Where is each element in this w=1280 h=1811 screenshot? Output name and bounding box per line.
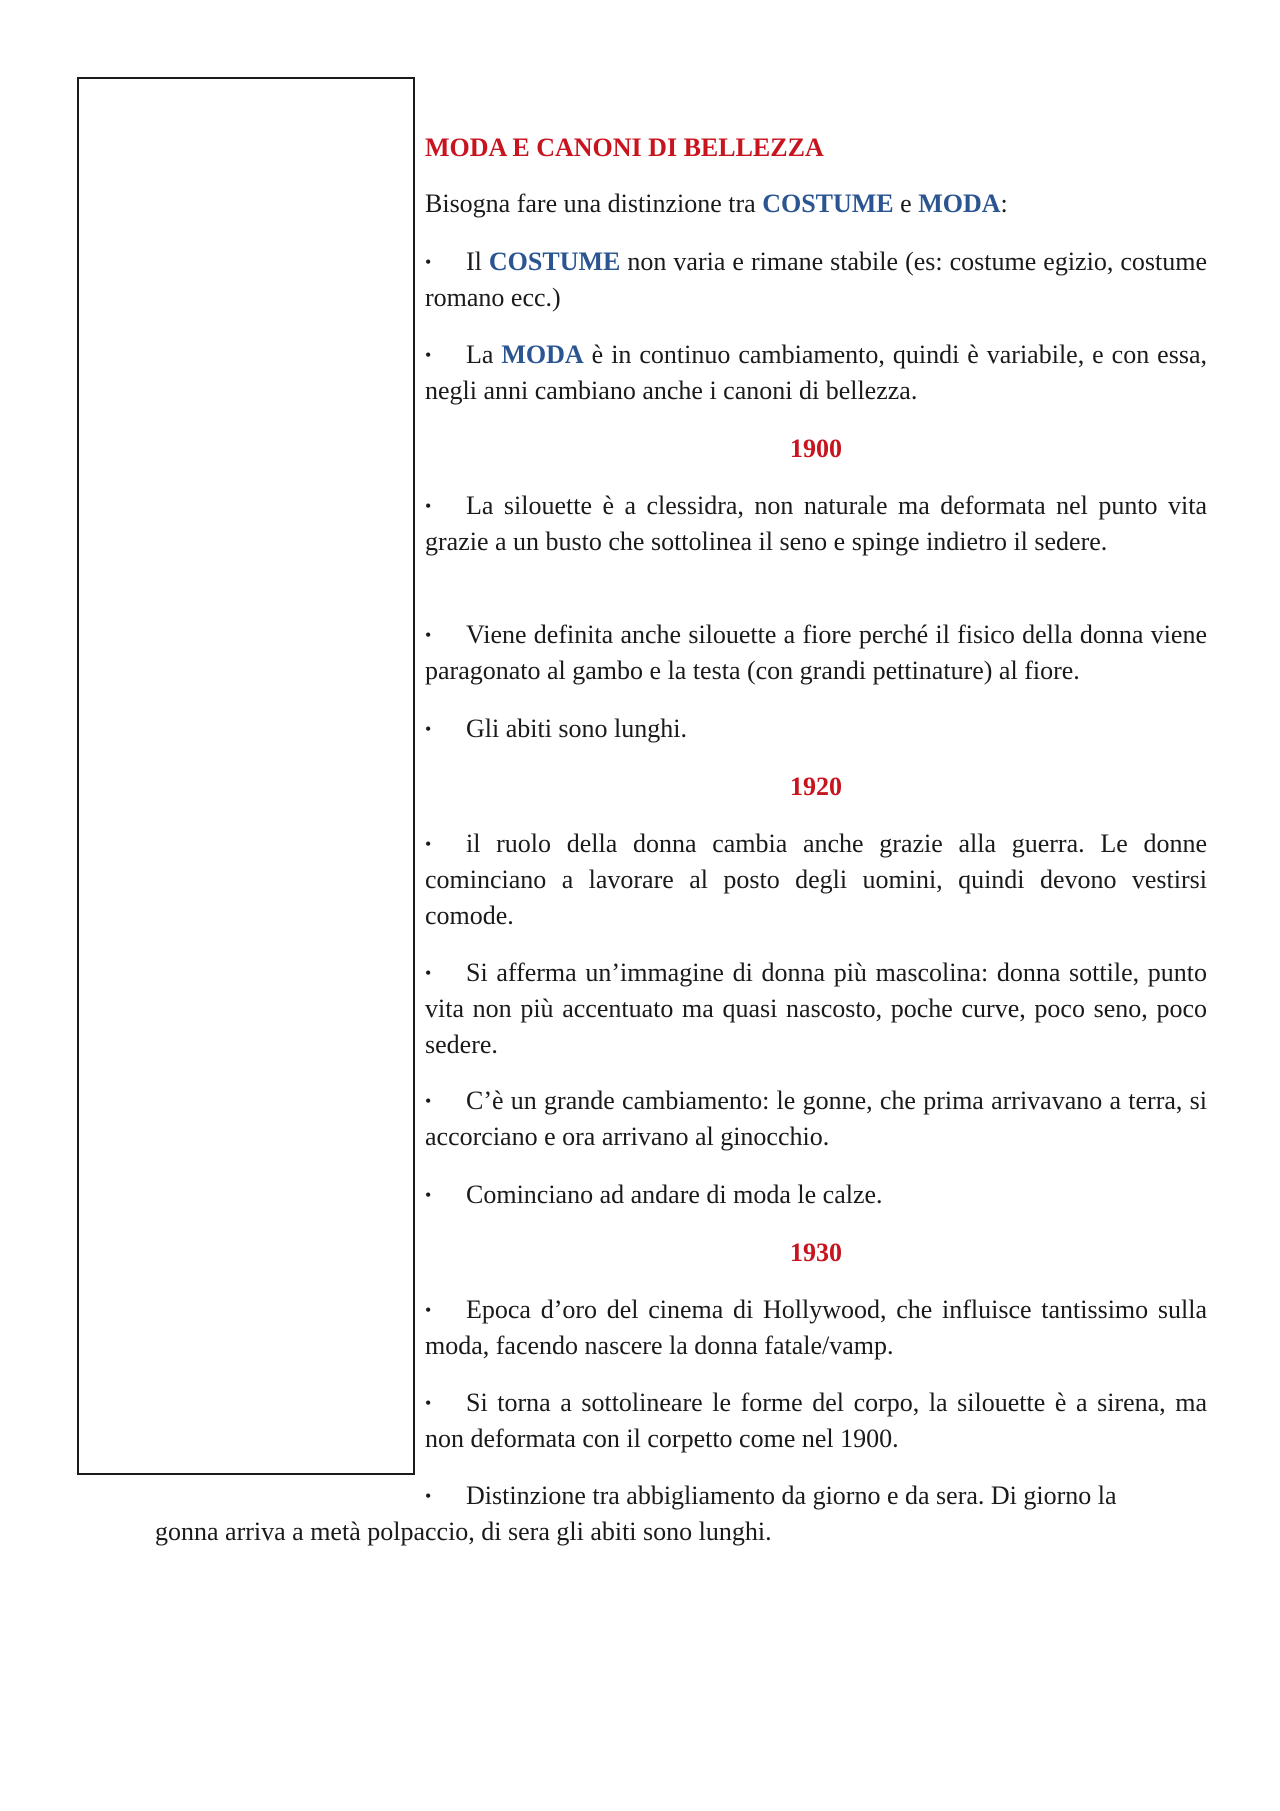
intro-connector: e [893, 189, 919, 218]
keyword-moda: MODA [501, 340, 584, 369]
bullet-icon: • [425, 963, 432, 983]
bullet-icon: • [425, 1091, 432, 1111]
list-item [425, 1177, 1207, 1213]
definition-item [425, 244, 1207, 316]
final-line-1 [155, 1478, 1207, 1514]
final-text-line2: gonna arriva a metà polpaccio, di sera gli abiti sono lunghi. [155, 1517, 772, 1546]
definition-text: è in continuo cambiamento, quindi è variabile, e con essa, negli anni cambiano anche i canoni di bellezza. [425, 340, 1208, 405]
list-item-text: C’è un grande cambiamento: le gonne, che prima arrivavano a terra, si accorciano e ora arrivano al ginocchio. [425, 1086, 1207, 1151]
bullet-icon: • [425, 345, 432, 365]
bullet-icon: • [425, 834, 432, 854]
list-item-text: La silouette è a clessidra, non naturale ma deformata nel punto vita grazie a un busto che sottolinea il seno e spinge indietro il sedere. [425, 491, 1207, 556]
bullet-icon: • [425, 1300, 432, 1320]
list-item-text: Gli abiti sono lunghi. [466, 714, 687, 743]
final-text-line1: Distinzione tra abbigliamento da giorno e da sera. Di giorno la [466, 1481, 1117, 1510]
definition-text: non varia e rimane stabile (es: costume egizio, costume romano ecc.) [425, 247, 1207, 312]
year-heading-1900: 1900 [790, 434, 842, 463]
list-item [425, 955, 1207, 1063]
year-heading-1930: 1930 [790, 1238, 842, 1267]
list-item [425, 617, 1207, 689]
definition-item [425, 337, 1207, 409]
definition-text: Il [466, 247, 489, 276]
list-item-text: Si torna a sottolineare le forme del corpo, la silouette è a sirena, ma non deformata con il corpetto come nel 1900. [425, 1388, 1207, 1453]
list-item-text: il ruolo della donna cambia anche grazie alla guerra. Le donne cominciano a lavorare al posto degli uomini, quindi devono vestirsi comode. [425, 829, 1207, 930]
keyword-moda: MODA [918, 189, 1001, 218]
list-item-final [155, 1478, 1207, 1550]
bullet-icon: • [425, 1393, 432, 1413]
list-item [425, 1292, 1207, 1364]
bullet-icon: • [425, 719, 432, 739]
list-item [425, 1385, 1207, 1457]
year-heading-1920: 1920 [790, 772, 842, 801]
keyword-costume: COSTUME [488, 247, 621, 276]
intro-text: Bisogna fare una distinzione tra [425, 189, 763, 218]
bullet-icon: • [425, 625, 432, 645]
bullet-icon: • [425, 496, 432, 516]
definition-text: La [466, 340, 502, 369]
intro-paragraph [425, 186, 1207, 222]
keyword-costume: COSTUME [762, 189, 894, 218]
list-item [425, 488, 1207, 560]
bullet-icon: • [425, 1185, 432, 1205]
list-item [425, 711, 1207, 747]
intro-colon: : [1000, 189, 1008, 218]
list-item-text: Viene definita anche silouette a fiore perché il fisico della donna viene paragonato al gambo e la testa (con grandi pettinature) al fiore. [425, 620, 1207, 685]
list-item-text: Si afferma un’immagine di donna più mascolina: donna sottile, punto vita non più accentuato ma quasi nascosto, poche curve, poco seno, poco sedere. [425, 958, 1207, 1059]
document-title: MODA E CANONI DI BELLEZZA [425, 133, 824, 162]
list-item-text: Epoca d’oro del cinema di Hollywood, che influisce tantissimo sulla moda, facendo nascere la donna fatale/vamp. [425, 1295, 1207, 1360]
bullet-icon: • [425, 252, 432, 272]
bullet-icon: • [425, 1486, 432, 1506]
empty-frame-box [77, 77, 415, 1475]
list-item [425, 1083, 1207, 1155]
list-item-text: Cominciano ad andare di moda le calze. [466, 1180, 883, 1209]
list-item [425, 826, 1207, 934]
